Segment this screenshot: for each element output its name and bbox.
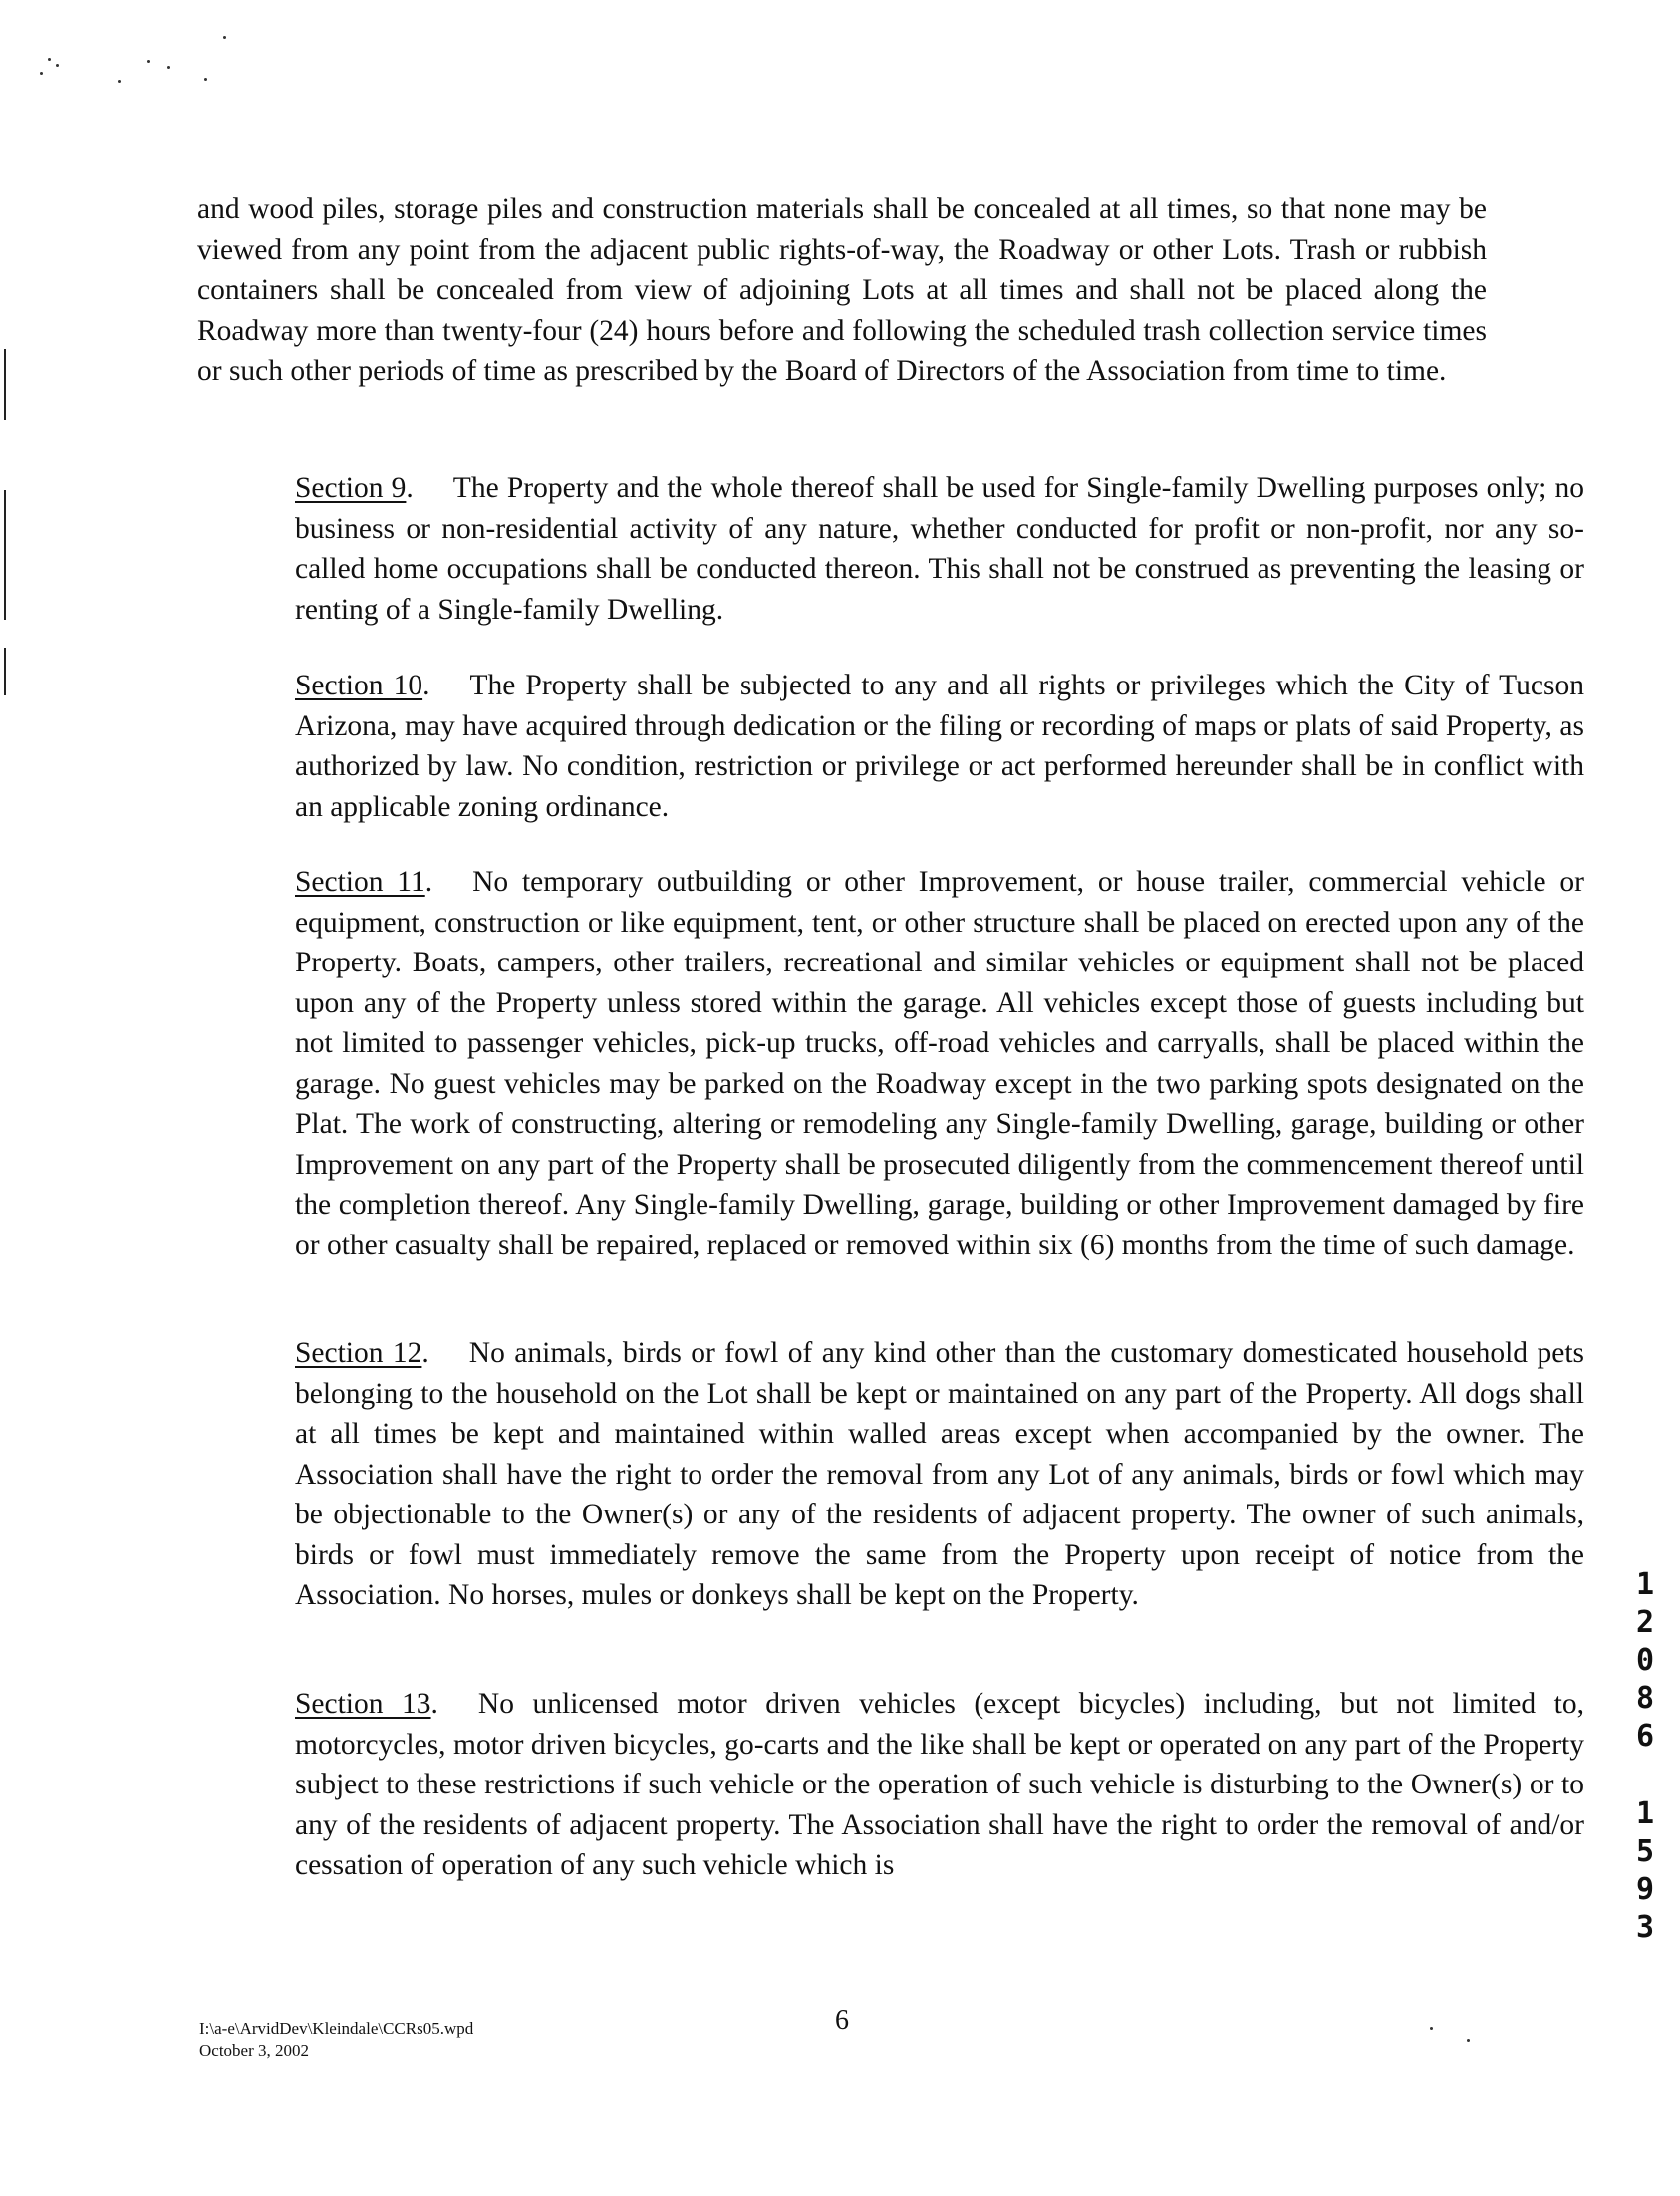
page-number: 6 <box>835 2005 849 2036</box>
paragraph-text: The Property shall be subjected to any and all rights or privileges which the City of Tucson Arizona, may have acquired through dedication or the filing or recording of maps or plats of said Property, as authorized by law. No condition, restriction or privilege or act performed hereunder shall be in conflict with an applicable zoning ordinance. <box>295 670 1584 823</box>
stamp-digit: 1 <box>1635 1567 1655 1602</box>
scan-speck <box>223 36 226 39</box>
scan-speck <box>56 64 59 67</box>
footer-file-info <box>199 2018 473 2061</box>
section-heading: Section 10 <box>295 670 423 701</box>
stamp-digit: 8 <box>1635 1681 1655 1716</box>
paragraph-continuation <box>197 189 1487 392</box>
section-9-paragraph: Section 9. The Property and the whole thereof shall be used for Single-family Dwelling purposes only; no business or non-residential activity of any nature, whether conducted for profit or non-profit, nor any so-called home occupations shall be conducted thereon. This shall not be construed as preventing the leasing or renting of a Single-family Dwelling. <box>295 472 1584 626</box>
section-12-paragraph: Section 12. No animals, birds or fowl of any kind other than the customary domesticated household pets belonging to the household on the Lot shall be kept or maintained on any part of the Property. All dogs shall at all times be kept and maintained within walled areas except when accompanied by the owner. The Association shall have the right to order the removal from any Lot of any animals, birds or fowl which may be objectionable to the Owner(s) or any of the residents of adjacent property. The owner of such animals, birds or fowl must immediately remove the same from the Property upon receipt of notice from the Association. No horses, mules or donkeys shall be kept on the Property. <box>295 1337 1584 1611</box>
scan-speck <box>167 66 170 69</box>
scan-speck <box>48 58 51 61</box>
stamp-digit: 6 <box>1635 1719 1655 1754</box>
margin-revision-bar <box>4 490 6 620</box>
stamp-digit: 5 <box>1635 1834 1655 1869</box>
margin-revision-bar <box>4 648 6 695</box>
stamp-digit: 2 <box>1635 1605 1655 1640</box>
section-heading: Section 13 <box>295 1688 431 1720</box>
paragraph-text: No animals, birds or fowl of any kind other than the customary domesticated household pets belonging to the household on the Lot shall be kept or maintained on any part of the Property. All dogs shall at all times be kept and maintained within walled areas except when accompanied by the owner. The Association shall have the right to order the removal from any Lot of any animals, birds or fowl which may be objectionable to the Owner(s) or any of the residents of adjacent property. The owner of such animals, birds or fowl must immediately remove the same from the Property upon receipt of notice from the Association. No horses, mules or donkeys shall be kept on the Property. <box>295 1337 1584 1611</box>
margin-revision-bar <box>4 349 6 420</box>
scan-speck <box>118 80 121 83</box>
scan-speck <box>204 78 207 81</box>
section-10-paragraph: Section 10. The Property shall be subjected to any and all rights or privileges which the City of Tucson Arizona, may have acquired through dedication or the filing or recording of maps or plats of said Property, as authorized by law. No condition, restriction or privilege or act performed hereunder shall be in conflict with an applicable zoning ordinance. <box>295 670 1584 823</box>
paragraph-text: and wood piles, storage piles and construction materials shall be concealed at all times, so that none may be viewed from any point from the adjacent public rights-of-way, the Roadway or other Lots. Trash or rubbish containers shall be concealed from view of adjoining Lots at all times and shall not be placed along the Roadway more than twenty-four (24) hours before and following the scheduled trash collection service times or such other periods of time as prescribed by the Board of Directors of the Association from time to time. <box>197 193 1487 387</box>
scan-speck <box>1430 2027 1433 2030</box>
footer-date: October 3, 2002 <box>199 2041 310 2059</box>
stamp-digit: 9 <box>1635 1872 1655 1907</box>
paragraph-text: The Property and the whole thereof shall be used for Single-family Dwelling purposes only; no business or non-residential activity of any nature, whether conducted for profit or non-profit, nor any so-called home occupations shall be conducted thereon. This shall not be construed as preventing the leasing or renting of a Single-family Dwelling. <box>295 472 1584 626</box>
section-heading: Section 12 <box>295 1337 422 1369</box>
section-heading: Section 11 <box>295 866 425 898</box>
footer-file-path: I:\a-e\ArvidDev\Kleindale\CCRs05.wpd <box>199 2019 474 2038</box>
scan-speck <box>147 60 150 63</box>
section-11-paragraph: Section 11. No temporary outbuilding or other Improvement, or house trailer, commercial vehicle or equipment, construction or like equipment, tent, or other structure shall be placed on erected upon any of the Property. Boats, campers, other trailers, recreational and similar vehicles or equipment shall not be placed upon any of the Property unless stored within the garage. All vehicles except those of guests including but not limited to passenger vehicles, pick-up trucks, off-road vehicles and carryalls, shall be placed within the garage. No guest vehicles may be parked on the Roadway except in the two parking spots designated on the Plat. The work of constructing, altering or remodeling any Single-family Dwelling, garage, building or other Improvement on any part of the Property shall be prosecuted diligently from the commencement thereof until the completion thereof. Any Single-family Dwelling, garage, building or other Improvement damaged by fire or other casualty shall be repaired, replaced or removed within six (6) months from the time of such damage. <box>295 866 1584 1261</box>
stamp-digit: 0 <box>1635 1643 1655 1678</box>
section-heading: Section 9 <box>295 472 407 504</box>
scan-speck <box>40 72 43 75</box>
scan-speck <box>1467 2039 1470 2042</box>
stamp-digit: 3 <box>1635 1910 1655 1945</box>
section-13-paragraph: Section 13. No unlicensed motor driven vehicles (except bicycles) including, but not limited to, motorcycles, motor driven bicycles, go-carts and the like shall be kept or operated on any part of the Property subject to these restrictions if such vehicle or the operation of such vehicle is disturbing to the Owner(s) or to any of the residents of adjacent property. The Association shall have the right to order the removal of and/or cessation of operation of any such vehicle which is <box>295 1688 1584 1881</box>
stamp-digit: 1 <box>1635 1796 1655 1831</box>
paragraph-text: No temporary outbuilding or other Improvement, or house trailer, commercial vehicle or equipment, construction or like equipment, tent, or other structure shall be placed on erected upon any of the Property. Boats, campers, other trailers, recreational and similar vehicles or equipment shall not be placed upon any of the Property unless stored within the garage. All vehicles except those of guests including but not limited to passenger vehicles, pick-up trucks, off-road vehicles and carryalls, shall be placed within the garage. No guest vehicles may be parked on the Roadway except in the two parking spots designated on the Plat. The work of constructing, altering or remodeling any Single-family Dwelling, garage, building or other Improvement on any part of the Property shall be prosecuted diligently from the commencement thereof until the completion thereof. Any Single-family Dwelling, garage, building or other Improvement damaged by fire or other casualty shall be repaired, replaced or removed within six (6) months from the time of such damage. <box>295 866 1584 1261</box>
paragraph-text: No unlicensed motor driven vehicles (except bicycles) including, but not limited to, motorcycles, motor driven bicycles, go-carts and the like shall be kept or operated on any part of the Property subject to these restrictions if such vehicle or the operation of such vehicle is disturbing to the Owner(s) or to any of the residents of adjacent property. The Association shall have the right to order the removal of and/or cessation of operation of any such vehicle which is <box>295 1688 1584 1881</box>
recording-number-stamp <box>1630 1566 1660 1947</box>
